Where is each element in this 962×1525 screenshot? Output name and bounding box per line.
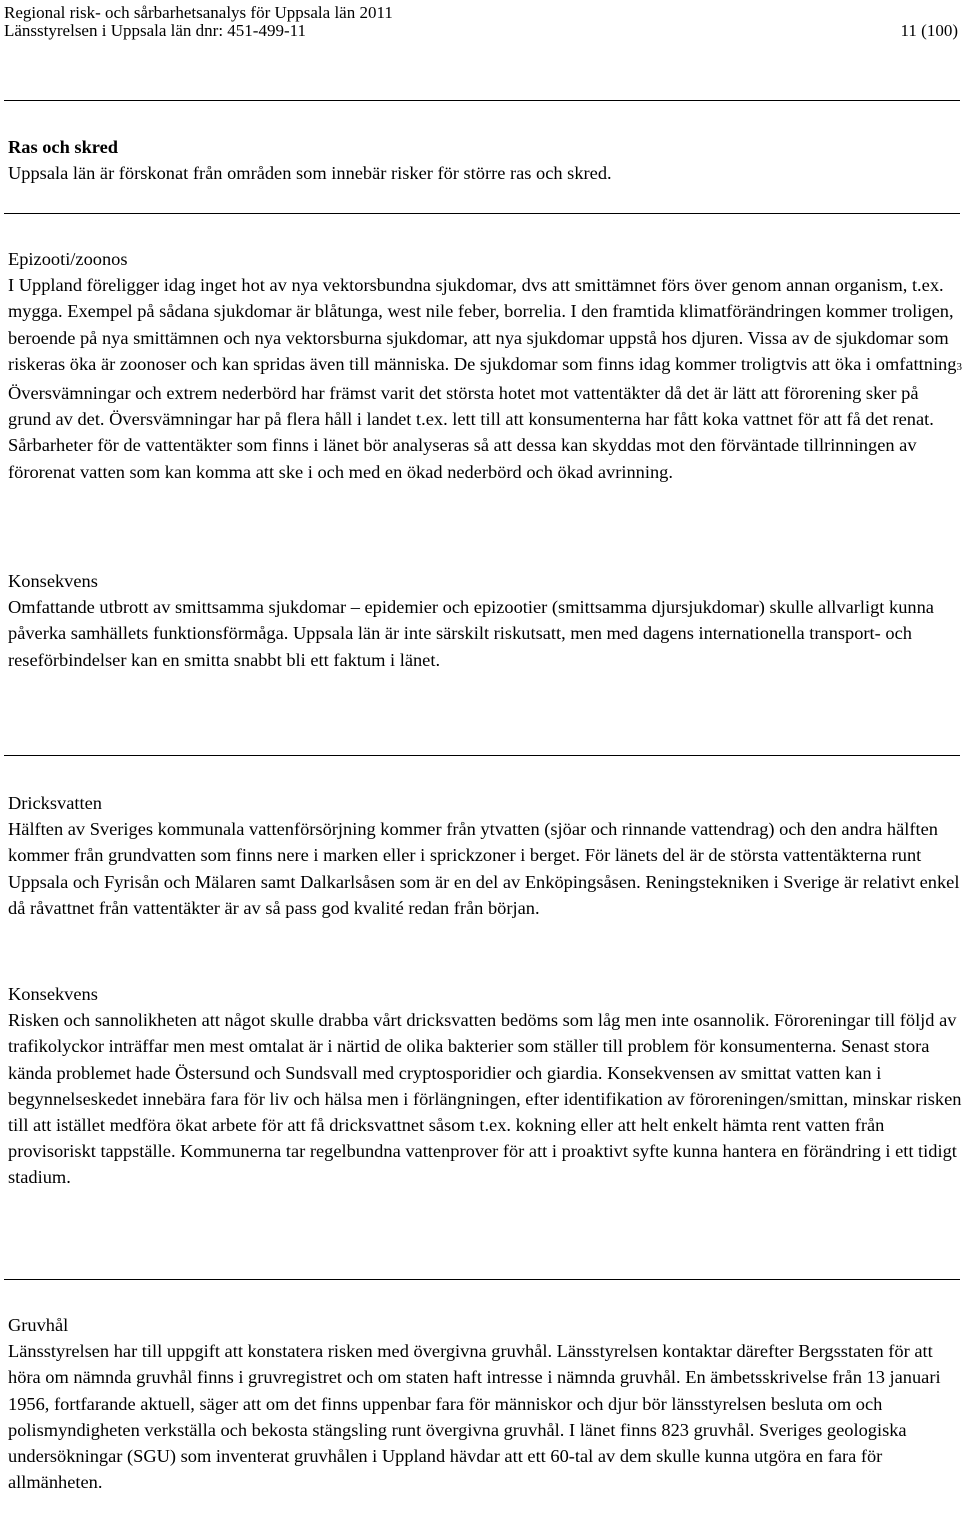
section-ras-och-skred [8, 134, 962, 186]
subsection-body: Omfattande utbrott av smittsamma sjukdomar – epidemier och epizootier (smittsamma djursjukdomar) skulle allvarligt kunna påverka samhällets funktionsförmåga. Uppsala län är inte särskilt riskutsatt, men med dagens internationella transport- och reseförbindelser kan en smitta snabbt bli ett faktum i länet. [8, 597, 934, 670]
subsection-heading: Konsekvens [8, 571, 98, 591]
section-rule [4, 1279, 960, 1280]
section-heading: Gruvhål [8, 1315, 69, 1335]
section-heading: Dricksvatten [8, 793, 102, 813]
section-dricksvatten-konsekvens [8, 981, 962, 1191]
header-title: Regional risk- och sårbarhetsanalys för Uppsala län 2011 [4, 3, 393, 22]
subsection-body: Risken och sannolikheten att något skulle drabba vårt dricksvatten bedöms som låg men inte osannolik. Föroreningar till följd av trafikolyckor inträffar men mest omtalat är i närtid de olika bakterier som ställer till problem för konsumenterna. Senast stora kända problemet hade Östersund och Sundsvall med cryptosporidier och giardia. Konsekvensen av smittat vatten kan i begynnelseskedet innebära fara för liv och hälsa men i förlängningen, efter identifikation av föroreningen/smittan, minskar risken till att istället medföra ökat arbete för att få dricksvattnet såsom t.ex. kokning eller att helt enkelt hämta rent vatten från provisoriskt tappställe. Kommunerna tar regelbundna vattenprover för att i proaktivt syfte kunna hantera en förändring i ett tidigt stadium. [8, 1010, 962, 1188]
header-row [4, 20, 958, 42]
section-heading: Ras och skred [8, 137, 119, 157]
header-dnr: Länsstyrelsen i Uppsala län dnr: 451-499-11 [4, 21, 306, 40]
section-gruvhal [8, 1312, 962, 1495]
section-dricksvatten [8, 790, 962, 921]
footnote-reference: 3 [956, 360, 962, 373]
section-heading: Epizooti/zoonos [8, 249, 128, 269]
body-part-b: Översvämningar och extrem nederbörd har främst varit det största hotet mot vattentäkter då det är lätt att förorening sker på grund av det. Översvämningar har på flera håll i landet t.ex. lett till att konsumenterna har fått koka vattnet för att få det renat. Sårbarheter för de vattentäkter som finns i länet bör analyseras så att dessa kan skyddas mot den förväntade tillrinningen av förorenat vatten som kan komma att ske i och med en ökad nederbörd och ökad avrinning. [8, 383, 934, 482]
section-rule [4, 755, 960, 756]
section-body: Hälften av Sveriges kommunala vattenförsörjning kommer från ytvatten (sjöar och rinnande vattendrag) och den andra hälften kommer från grundvatten som finns nere i marken eller i sprickzoner i berget. För länets del är de största vattentäkterna runt Uppsala och Fyrisån och Mälaren samt Dalkarlsåsen som är en del av Enköpingsåsen. Reningstekniken i Sverige är relativt enkel då råvattnet från vattentäkter är av så pass god kvalité redan från början. [8, 819, 960, 918]
page-number: 11 (100) [900, 21, 958, 40]
subsection-heading: Konsekvens [8, 984, 98, 1004]
section-body: Länsstyrelsen har till uppgift att konstatera risken med övergivna gruvhål. Länsstyrelsen kontaktar därefter Bergsstaten för att höra om nämnda gruvhål finns i gruvregistret och om staten haft intresse i nämnda gruvhål. En ämbetsskrivelse från 13 januari 1956, fortfarande aktuell, säger att om det finns uppenbar fara för människor och djur bör länsstyrelsen besluta om och polismyndigheten verkställa och bekosta stängsling runt övergivna gruvhål. I länet finns 823 gruvhål. Sveriges geologiska undersökningar (SGU) som inventerat gruvhålen i Uppland hävdar att ett 60-tal av dem skulle kunna utgöra en fara för allmänheten. [8, 1341, 941, 1493]
section-body: Uppsala län är förskonat från områden som innebär risker för större ras och skred. [8, 163, 612, 184]
section-rule [4, 213, 960, 214]
section-epizooti [8, 246, 962, 485]
body-part-a: I Uppland föreligger idag inget hot av nya vektorsbundna sjukdomar, dvs att smittämnet förs över genom annan organism, t.ex. mygga. Exempel på sådana sjukdomar är blåtunga, west nile feber, borrelia. I den framtida klimatförändringen kommer troligen, beroende på nya smittämnen och nya vektorsburna sjukdomar, att nya sjukdomar uppstå hos djuren. Vissa av de sjukdomar som riskeras öka är zoonoser och kan spridas även till människa. De sjukdomar som finns idag kommer troligtvis att öka i omfattning [8, 275, 957, 374]
header-rule [4, 100, 960, 101]
section-epizooti-konsekvens [8, 568, 962, 673]
section-body [8, 272, 962, 485]
